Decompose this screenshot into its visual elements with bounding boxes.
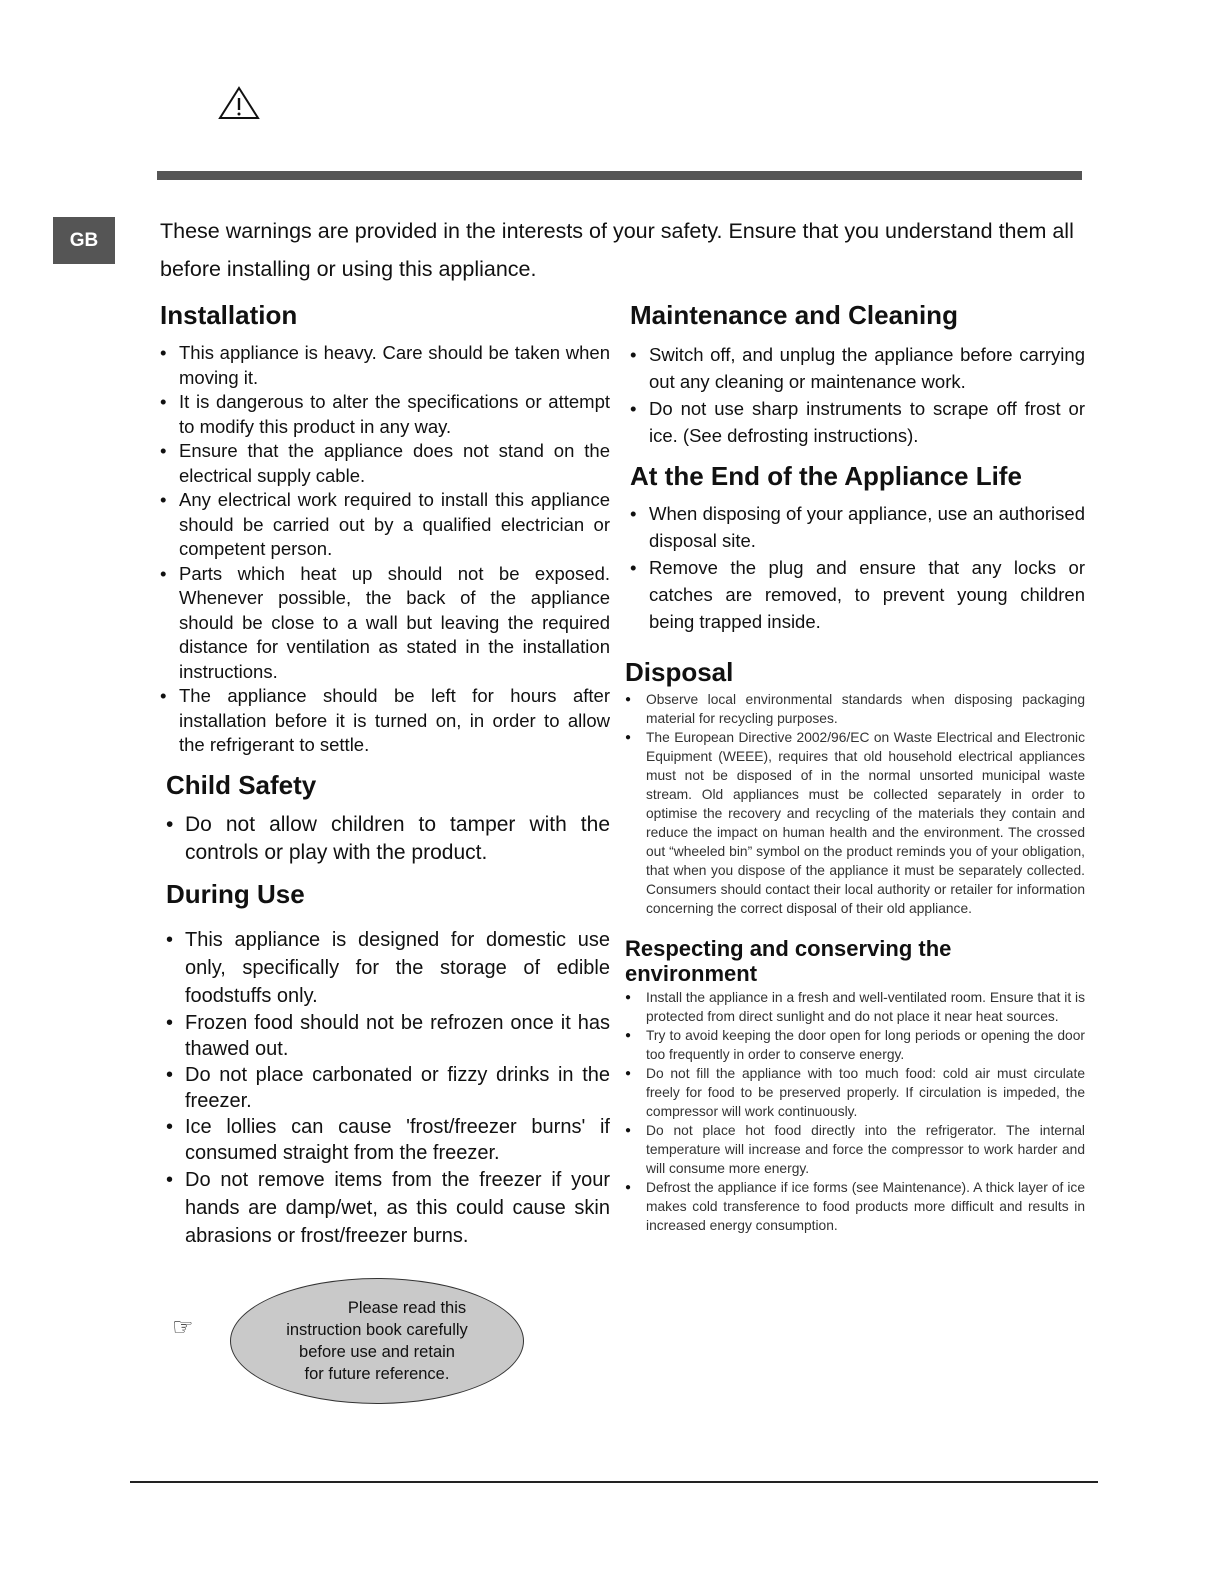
callout-line: instruction book carefully [286, 1321, 468, 1339]
environment-section [625, 936, 1085, 1235]
list-item: • Do not place carbonated or fizzy drinks in the freezer. [166, 1062, 610, 1114]
list-item: • Switch off, and unplug the appliance before carrying out any cleaning or maintenance work. [630, 341, 1085, 395]
list-item: • Ice lollies can cause 'frost/freezer burns' if consumed straight from the freezer. [166, 1114, 610, 1166]
list-item: • When disposing of your appliance, use an authorised disposal site. [630, 500, 1085, 554]
end-of-life-section [630, 461, 1085, 635]
right-column [625, 300, 1085, 1247]
disposal-section [625, 657, 1085, 918]
list-item: • Do not use sharp instruments to scrape off frost or ice. (See defrosting instructions). [630, 395, 1085, 449]
language-badge: GB [53, 217, 115, 264]
left-column [160, 300, 610, 1262]
installation-section [160, 300, 610, 758]
read-instructions-callout [230, 1278, 524, 1404]
list-item: ● Try to avoid keeping the door open for long periods or opening the door too frequently in order to conserve energy. [625, 1026, 1085, 1064]
list-item: • Parts which heat up should not be exposed. Whenever possible, the back of the appliance should be close to a wall but leaving the required distance for ventilation as stated in the installation instructions. [160, 562, 610, 685]
warning-triangle-icon [218, 86, 260, 120]
list-item: • Do not allow children to tamper with the controls or play with the product. [166, 811, 610, 867]
pointing-hand-icon: ☞ [172, 1314, 194, 1341]
list-item: ● Defrost the appliance if ice forms (see Maintenance). A thick layer of ice makes cold transference to food products more difficult and results in increased energy consumption. [625, 1178, 1085, 1235]
disposal-heading: Disposal [625, 657, 734, 687]
maintenance-heading: Maintenance and Cleaning [630, 300, 958, 330]
environment-heading: Respecting and conserving the environment [625, 936, 952, 986]
list-item: • Any electrical work required to install this appliance should be carried out by a qualified electrician or competent person. [160, 488, 610, 562]
list-item: ● Observe local environmental standards when disposing packaging material for recycling purposes. [625, 690, 1085, 728]
callout-line: Please read this [347, 1299, 467, 1317]
list-item: • This appliance is designed for domestic use only, specifically for the storage of edible foodstuffs only. [166, 926, 610, 1010]
footer-rule [130, 1481, 1098, 1483]
list-item: • The appliance should be left for hours after installation before it is turned on, in order to allow the refrigerant to settle. [160, 684, 610, 758]
list-item: • This appliance is heavy. Care should be taken when moving it. [160, 341, 610, 390]
header-rule [157, 171, 1082, 180]
installation-heading: Installation [160, 300, 298, 330]
maintenance-section [630, 300, 1085, 449]
list-item: • Do not remove items from the freezer if your hands are damp/wet, as this could cause skin abrasions or frost/freezer burns. [166, 1166, 610, 1250]
list-item: • It is dangerous to alter the specifications or attempt to modify this product in any way. [160, 390, 610, 439]
intro-text: These warnings are provided in the interests of your safety. Ensure that you understand them all before installing or using this appliance. [160, 219, 1074, 281]
list-item: ● Do not fill the appliance with too much food: cold air must circulate freely for food to be preserved properly. If circulation is impeded, the compressor will work continuously. [625, 1064, 1085, 1121]
end-of-life-heading: At the End of the Appliance Life [630, 461, 1022, 491]
during-use-heading: During Use [166, 878, 305, 909]
list-item: • Remove the plug and ensure that any locks or catches are removed, to prevent young children being trapped inside. [630, 554, 1085, 635]
list-item: ● Do not place hot food directly into the refrigerator. The internal temperature will increase and force the compressor to work harder and will consume more energy. [625, 1121, 1085, 1178]
list-item: • Ensure that the appliance does not stand on the electrical supply cable. [160, 439, 610, 488]
list-item: ● The European Directive 2002/96/EC on Waste Electrical and Electronic Equipment (WEEE), requires that old household electrical appliances must not be disposed of in the normal unsorted municipal waste stream. Old appliances must be collected separately in order to optimise the recovery and recycling of the materials they contain and reduce the impact on human health and the environment. The crossed out “wheeled bin” symbol on the product reminds you of your obligation, that when you dispose of the appliance it must be separately collected. Consumers should contact their local authority or retailer for information concerning the correct disposal of their old appliance. [625, 728, 1085, 918]
callout-line: for future reference. [304, 1365, 450, 1383]
list-item: ● Install the appliance in a fresh and well-ventilated room. Ensure that it is protected from direct sunlight and do not place it near heat sources. [625, 988, 1085, 1026]
list-item: • Frozen food should not be refrozen once it has thawed out. [166, 1010, 610, 1062]
child-safety-section [160, 770, 610, 867]
during-use-section [160, 879, 610, 1250]
callout-line: before use and retain [299, 1343, 455, 1361]
child-safety-heading: Child Safety [166, 769, 317, 800]
